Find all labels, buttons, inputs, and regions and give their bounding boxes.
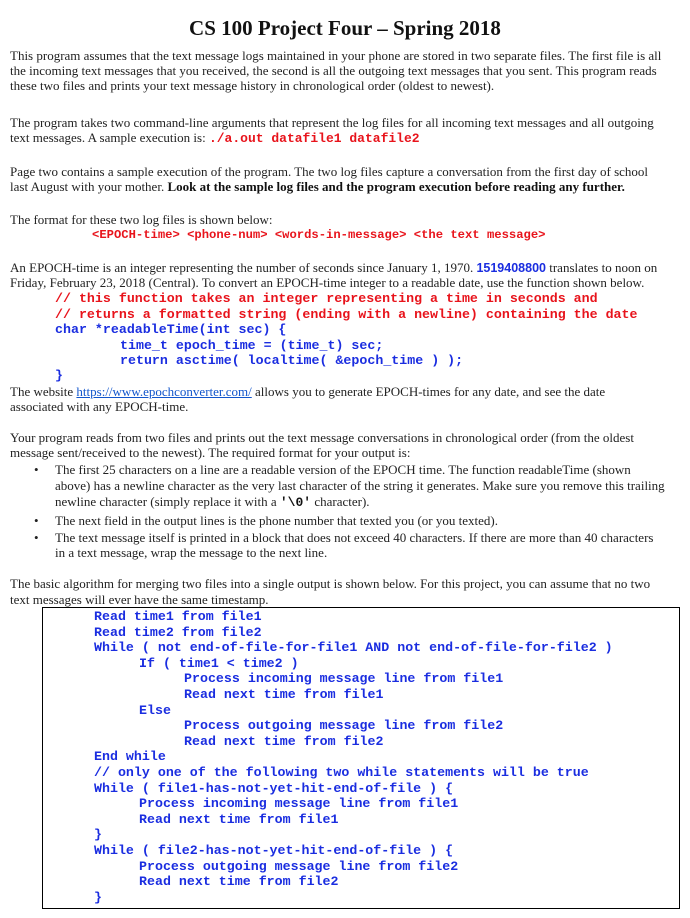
algorithm-line: While ( not end-of-file-for-file1 AND not end-of-file-for-file2 ): [94, 640, 613, 656]
algorithm-intro: The basic algorithm for merging two files into a single output is shown below. For this project, you can assume that no two: [10, 576, 651, 591]
algorithm-line: While ( file2-has-not-yet-hit-end-of-file ) {: [94, 843, 454, 858]
algorithm-line: Read next time from file1: [139, 811, 339, 827]
args-line: The program takes two command-line arguments that represent the log files for all incoming text messages and all outgoing: [10, 115, 654, 130]
code-line: return asctime( localtime( &epoch_time ) );: [120, 353, 464, 368]
bullet-line: above) has a newline character as the very last character of the string it generates. Make sure you remove this trailing: [55, 478, 665, 493]
algorithm-line: If ( time1 < time2 ): [139, 655, 299, 671]
bullet-line: The text message itself is printed in a block that does not exceed 40 characters. If there are more than 40 characters: [55, 530, 654, 545]
epochconverter-link[interactable]: https://www.epochconverter.com/: [76, 384, 252, 399]
output-line: Your program reads from two files and prints out the text message conversations in chronological order (from the oldest: [10, 430, 634, 445]
algorithm-line: Process outgoing message line from file2: [184, 718, 504, 734]
epoch-text: An EPOCH-time is an integer representing the number of seconds since January 1, 1970.: [10, 260, 477, 275]
algorithm-line: Read time2 from file2: [94, 624, 262, 640]
website-line: associated with any EPOCH-time.: [10, 399, 189, 414]
bullet-text: character).: [311, 494, 370, 509]
null-char: '\0': [279, 495, 312, 510]
format-intro: The format for these two log files is shown below:: [10, 212, 273, 227]
page-title: CS 100 Project Four – Spring 2018: [189, 16, 501, 40]
algorithm-line: Read next time from file2: [139, 874, 339, 890]
bullet-icon: •: [34, 513, 39, 528]
website-line: [10, 384, 605, 399]
bullet-line: in a text message, wrap the message to the next line.: [55, 545, 328, 560]
output-line: message sent/received to the newest). The required format for your output is:: [10, 445, 411, 460]
args-line: [10, 130, 420, 146]
log-format: <EPOCH-time> <phone-num> <words-in-message> <the text message>: [92, 228, 546, 242]
bullet-line: The next field in the output lines is the phone number that texted you (or you texted).: [55, 513, 498, 528]
code-comment: // returns a formatted string (ending with a newline) containing the date: [55, 307, 638, 322]
epoch-line: [10, 260, 657, 276]
bullet-text: newline character (simply replace it with a: [55, 494, 280, 509]
algorithm-box: [42, 607, 680, 909]
intro-line: This program assumes that the text message logs maintained in your phone are stored in two separate files. The first file is all: [10, 48, 662, 63]
bullet-line: [55, 494, 370, 510]
code-comment: // this function takes an integer representing a time in seconds and: [55, 291, 598, 306]
code-close: }: [55, 368, 63, 383]
bullet-icon: •: [34, 462, 39, 477]
bullet-line: The first 25 characters on a line are a readable version of the EPOCH time. The function readableTime (shown: [55, 462, 631, 477]
algorithm-line: Process incoming message line from file1: [139, 796, 459, 812]
epoch-example: 1519408800: [476, 261, 546, 275]
epoch-line: Friday, February 23, 2018 (Central). To convert an EPOCH-time integer to a readable date, use the function shown below.: [10, 275, 645, 290]
algorithm-line: While ( file1-has-not-yet-hit-end-of-file ) {: [94, 780, 454, 796]
sample-command: ./a.out datafile1 datafile2: [208, 131, 420, 146]
algorithm-line: Read next time from file2: [184, 733, 384, 749]
algorithm-line: End while: [94, 749, 166, 765]
algorithm-line: Read time1 from file1: [94, 609, 262, 624]
website-text: The website: [10, 384, 77, 399]
sample-emphasis: Look at the sample log files and the program execution before reading any further.: [167, 179, 625, 194]
intro-line: these two files and prints your text message history in chronological order (oldest to newest).: [10, 78, 495, 93]
algorithm-intro: text messages will ever have the same timestamp.: [10, 592, 269, 607]
algorithm-line: Process incoming message line from file1: [184, 671, 504, 687]
algorithm-line: Read next time from file1: [184, 687, 384, 702]
algorithm-line: Else: [139, 702, 171, 718]
bullet-icon: •: [34, 530, 39, 545]
sample-line: [10, 179, 625, 194]
intro-line: the incoming text messages that you received, the second is all the outgoing text messages that you sent. This program reads: [10, 63, 657, 78]
code-line: time_t epoch_time = (time_t) sec;: [120, 338, 384, 353]
algorithm-line: Process outgoing message line from file2: [139, 858, 459, 874]
code-signature: char *readableTime(int sec) {: [55, 322, 287, 337]
args-text: text messages. A sample execution is:: [10, 130, 209, 145]
algorithm-line: // only one of the following two while statements will be true: [94, 765, 589, 780]
epoch-text: translates to noon on: [545, 260, 658, 275]
sample-text: last August with your mother.: [10, 179, 168, 194]
website-text: allows you to generate EPOCH-times for any date, and see the date: [251, 384, 606, 399]
algorithm-line: }: [94, 827, 102, 843]
algorithm-line: }: [94, 889, 102, 905]
sample-line: Page two contains a sample execution of the program. The two log files capture a conversation from the first day of school: [10, 164, 649, 179]
